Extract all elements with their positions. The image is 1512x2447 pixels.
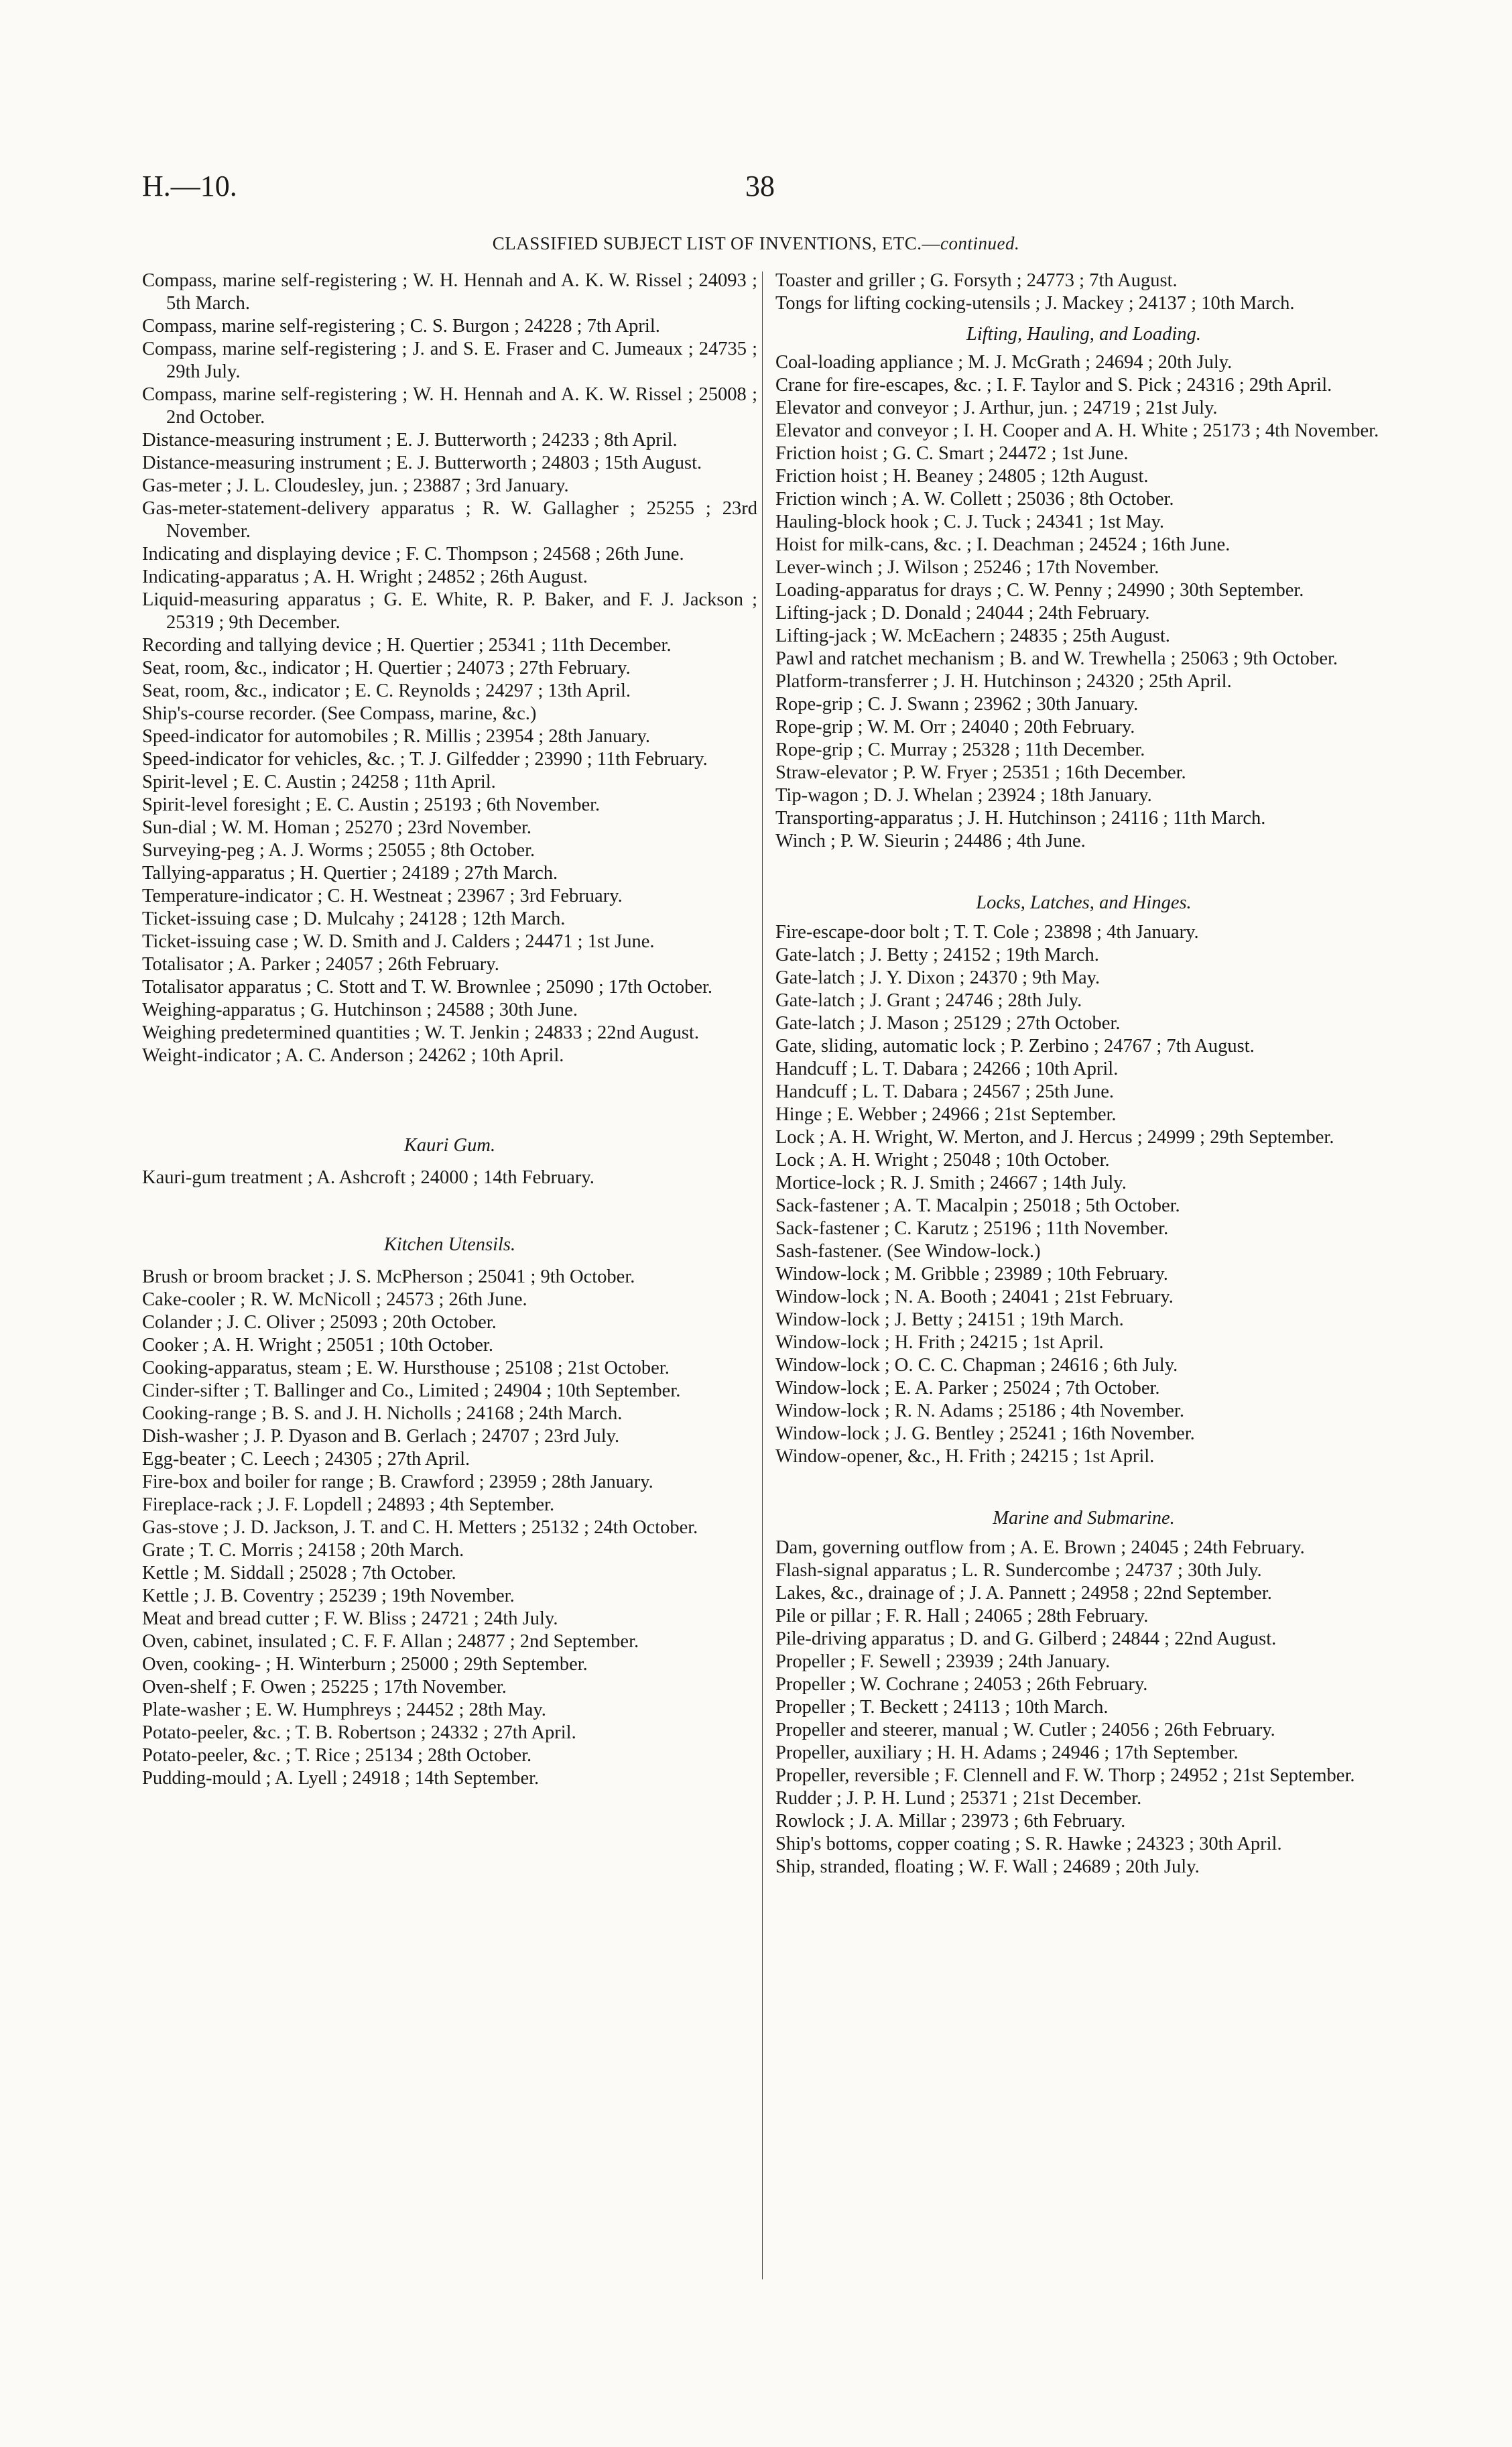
list-item: Kettle ; M. Siddall ; 25028 ; 7th October. [142, 1563, 456, 1584]
page-title-main: CLASSIFIED SUBJECT LIST OF INVENTIONS, ETC.— [492, 233, 941, 253]
list-item: Window-opener, &c., H. Frith ; 24215 ; 1st April. [775, 1446, 1155, 1467]
list-item: Propeller ; F. Sewell ; 23939 ; 24th January. [775, 1651, 1111, 1672]
list-item: Hauling-block hook ; C. J. Tuck ; 24341 ; 1st May. [775, 512, 1165, 532]
list-item: Friction hoist ; G. C. Smart ; 24472 ; 1st June. [775, 443, 1129, 464]
list-item: Gate-latch ; J. Y. Dixon ; 24370 ; 9th May. [775, 967, 1100, 988]
list-item: Window-lock ; J. Betty ; 24151 ; 19th March. [775, 1309, 1124, 1330]
list-item: Grate ; T. C. Morris ; 24158 ; 20th March. [142, 1540, 464, 1561]
list-item: Gas-meter-statement-delivery apparatus ; R. W. Gallagher ; 25255 ; 23rd November. [142, 498, 757, 542]
column-divider [762, 272, 763, 2279]
section-heading: Kitchen Utensils. [383, 1234, 516, 1255]
list-item: Tip-wagon ; D. J. Whelan ; 23924 ; 18th January. [775, 785, 1152, 806]
list-item: Seat, room, &c., indicator ; H. Quertier ; 24073 ; 27th February. [142, 658, 631, 678]
list-item: Indicating-apparatus ; A. H. Wright ; 24852 ; 26th August. [142, 566, 588, 587]
list-item: Hinge ; E. Webber ; 24966 ; 21st September. [775, 1104, 1117, 1125]
list-item: Propeller and steerer, manual ; W. Cutler ; 24056 ; 26th February. [775, 1720, 1275, 1740]
list-item: Gas-stove ; J. D. Jackson, J. T. and C. H. Metters ; 25132 ; 24th October. [142, 1517, 698, 1538]
list-item: Spirit-level ; E. C. Austin ; 24258 ; 11th April. [142, 772, 496, 792]
list-item: Lifting-jack ; W. McEachern ; 24835 ; 25th August. [775, 625, 1170, 646]
list-item: Fire-escape-door bolt ; T. T. Cole ; 23898 ; 4th January. [775, 922, 1199, 943]
list-item: Toaster and griller ; G. Forsyth ; 24773 ; 7th August. [775, 270, 1178, 291]
list-item: Rope-grip ; W. M. Orr ; 24040 ; 20th February. [775, 717, 1135, 737]
list-item: Totalisator apparatus ; C. Stott and T. W. Brownlee ; 25090 ; 17th October. [142, 977, 713, 998]
list-item: Compass, marine self-registering ; W. H. Hennah and A. K. W. Rissel ; 24093 ; 5th March. [142, 270, 757, 314]
left-column [142, 270, 757, 1790]
list-item: Distance-measuring instrument ; E. J. Butterworth ; 24233 ; 8th April. [142, 430, 678, 451]
list-item: Propeller, auxiliary ; H. H. Adams ; 24946 ; 17th September. [775, 1742, 1239, 1763]
list-item: Window-lock ; O. C. C. Chapman ; 24616 ; 6th July. [775, 1355, 1178, 1376]
list-item: Sack-fastener ; A. T. Macalpin ; 25018 ; 5th October. [775, 1195, 1180, 1216]
list-item: Gate-latch ; J. Betty ; 24152 ; 19th March. [775, 945, 1099, 965]
list-item: Ship's-course recorder. (See Compass, marine, &c.) [142, 703, 537, 724]
list-item: Cooking-apparatus, steam ; E. W. Hursthouse ; 25108 ; 21st October. [142, 1358, 670, 1378]
list-item: Gate, sliding, automatic lock ; P. Zerbino ; 24767 ; 7th August. [775, 1036, 1255, 1057]
list-item: Pile-driving apparatus ; D. and G. Gilberd ; 24844 ; 22nd August. [775, 1628, 1277, 1649]
list-item: Oven-shelf ; F. Owen ; 25225 ; 17th November. [142, 1677, 507, 1697]
list-item: Transporting-apparatus ; J. H. Hutchinson ; 24116 ; 11th March. [775, 808, 1266, 829]
list-item: Ship, stranded, floating ; W. F. Wall ; 24689 ; 20th July. [775, 1856, 1200, 1877]
list-item: Temperature-indicator ; C. H. Westneat ; 23967 ; 3rd February. [142, 886, 623, 906]
list-item: Compass, marine self-registering ; W. H. Hennah and A. K. W. Rissel ; 25008 ; 2nd October. [142, 384, 757, 428]
list-item: Window-lock ; R. N. Adams ; 25186 ; 4th November. [775, 1400, 1184, 1421]
list-item: Window-lock ; H. Frith ; 24215 ; 1st April. [775, 1332, 1104, 1353]
list-item: Flash-signal apparatus ; L. R. Sundercombe ; 24737 ; 30th July. [775, 1560, 1262, 1581]
document-id: H.—10. [142, 170, 237, 202]
list-item: Ship's bottoms, copper coating ; S. R. Hawke ; 24323 ; 30th April. [775, 1834, 1282, 1854]
list-item: Speed-indicator for automobiles ; R. Millis ; 23954 ; 28th January. [142, 726, 651, 747]
page-title-suffix: continued. [940, 233, 1020, 253]
list-item: Elevator and conveyor ; J. Arthur, jun. ; 24719 ; 21st July. [775, 398, 1218, 418]
list-item: Brush or broom bracket ; J. S. McPherson ; 25041 ; 9th October. [142, 1266, 635, 1287]
list-item: Sun-dial ; W. M. Homan ; 25270 ; 23rd November. [142, 817, 532, 838]
list-item: Indicating and displaying device ; F. C. Thompson ; 24568 ; 26th June. [142, 544, 684, 564]
section-heading: Marine and Submarine. [993, 1508, 1175, 1529]
list-item: Ticket-issuing case ; W. D. Smith and J. Calders ; 24471 ; 1st June. [142, 931, 655, 952]
list-item: Rowlock ; J. A. Millar ; 23973 ; 6th February. [775, 1811, 1126, 1832]
list-item: Handcuff ; L. T. Dabara ; 24567 ; 25th June. [775, 1081, 1114, 1102]
list-item: Rope-grip ; C. Murray ; 25328 ; 11th December. [775, 739, 1145, 760]
list-item: Lakes, &c., drainage of ; J. A. Pannett ; 24958 ; 22nd September. [775, 1583, 1272, 1604]
list-item: Gate-latch ; J. Mason ; 25129 ; 27th October. [775, 1013, 1121, 1034]
list-item: Propeller ; T. Beckett ; 24113 ; 10th March. [775, 1697, 1109, 1718]
list-item: Window-lock ; M. Gribble ; 23989 ; 10th February. [775, 1264, 1168, 1285]
list-item: Pawl and ratchet mechanism ; B. and W. Trewhella ; 25063 ; 9th October. [775, 648, 1338, 669]
list-item: Plate-washer ; E. W. Humphreys ; 24452 ; 28th May. [142, 1699, 546, 1720]
list-item: Speed-indicator for vehicles, &c. ; T. J. Gilfedder ; 23990 ; 11th February. [142, 749, 708, 770]
list-item: Kettle ; J. B. Coventry ; 25239 ; 19th November. [142, 1586, 515, 1606]
list-item: Rudder ; J. P. H. Lund ; 25371 ; 21st December. [775, 1788, 1142, 1809]
list-item: Weight-indicator ; A. C. Anderson ; 24262 ; 10th April. [142, 1045, 564, 1066]
list-item: Seat, room, &c., indicator ; E. C. Reynolds ; 24297 ; 13th April. [142, 680, 631, 701]
list-item: Straw-elevator ; P. W. Fryer ; 25351 ; 16th December. [775, 762, 1186, 783]
list-item: Window-lock ; J. G. Bentley ; 25241 ; 16th November. [775, 1423, 1195, 1444]
page-title [0, 233, 1512, 254]
list-item: Cooker ; A. H. Wright ; 25051 ; 10th October. [142, 1335, 493, 1356]
page-number: 38 [745, 170, 775, 202]
list-item: Hoist for milk-cans, &c. ; I. Deachman ; 24524 ; 16th June. [775, 534, 1231, 555]
list-item: Compass, marine self-registering ; C. S. Burgon ; 24228 ; 7th April. [142, 316, 660, 337]
list-item: Lock ; A. H. Wright, W. Merton, and J. Hercus ; 24999 ; 29th September. [775, 1127, 1334, 1148]
list-item: Potato-peeler, &c. ; T. B. Robertson ; 24332 ; 27th April. [142, 1722, 576, 1743]
list-item: Meat and bread cutter ; F. W. Bliss ; 24721 ; 24th July. [142, 1608, 558, 1629]
list-item: Tongs for lifting cocking-utensils ; J. Mackey ; 24137 ; 10th March. [775, 293, 1295, 314]
list-item: Egg-beater ; C. Leech ; 24305 ; 27th April. [142, 1449, 470, 1470]
list-item: Colander ; J. C. Oliver ; 25093 ; 20th October. [142, 1312, 497, 1333]
list-item: Lock ; A. H. Wright ; 25048 ; 10th October. [775, 1150, 1110, 1171]
list-item: Spirit-level foresight ; E. C. Austin ; 25193 ; 6th November. [142, 794, 601, 815]
list-item: Totalisator ; A. Parker ; 24057 ; 26th February. [142, 954, 499, 975]
list-item: Distance-measuring instrument ; E. J. Butterworth ; 24803 ; 15th August. [142, 453, 702, 473]
list-item: Winch ; P. W. Sieurin ; 24486 ; 4th June. [775, 831, 1086, 851]
list-item: Crane for fire-escapes, &c. ; I. F. Taylor and S. Pick ; 24316 ; 29th April. [775, 375, 1332, 396]
list-item: Oven, cooking- ; H. Winterburn ; 25000 ; 29th September. [142, 1654, 588, 1675]
list-item: Friction winch ; A. W. Collett ; 25036 ; 8th October. [775, 489, 1174, 510]
list-item: Kauri-gum treatment ; A. Ashcroft ; 24000 ; 14th February. [142, 1167, 594, 1188]
list-item: Oven, cabinet, insulated ; C. F. F. Allan ; 24877 ; 2nd September. [142, 1631, 639, 1652]
list-item: Friction hoist ; H. Beaney ; 24805 ; 12th August. [775, 466, 1149, 487]
list-item: Lifting-jack ; D. Donald ; 24044 ; 24th February. [775, 603, 1150, 623]
list-item: Compass, marine self-registering ; J. and S. E. Fraser and C. Jumeaux ; 24735 ; 29th July. [142, 339, 757, 382]
list-item: Weighing-apparatus ; G. Hutchinson ; 24588 ; 30th June. [142, 1000, 578, 1020]
list-item: Rope-grip ; C. J. Swann ; 23962 ; 30th January. [775, 694, 1139, 715]
list-item: Weighing predetermined quantities ; W. T. Jenkin ; 24833 ; 22nd August. [142, 1022, 699, 1043]
list-item: Cake-cooler ; R. W. McNicoll ; 24573 ; 26th June. [142, 1289, 527, 1310]
list-item: Window-lock ; E. A. Parker ; 25024 ; 7th October. [775, 1378, 1160, 1398]
list-item: Window-lock ; N. A. Booth ; 24041 ; 21st February. [775, 1287, 1174, 1307]
list-item: Pile or pillar ; F. R. Hall ; 24065 ; 28th February. [775, 1606, 1149, 1626]
list-item: Coal-loading appliance ; M. J. McGrath ; 24694 ; 20th July. [775, 352, 1233, 373]
list-item: Handcuff ; L. T. Dabara ; 24266 ; 10th April. [775, 1059, 1119, 1079]
list-item: Lever-winch ; J. Wilson ; 25246 ; 17th November. [775, 557, 1159, 578]
list-item: Gate-latch ; J. Grant ; 24746 ; 28th July. [775, 990, 1082, 1011]
list-item: Elevator and conveyor ; I. H. Cooper and A. H. White ; 25173 ; 4th November. [775, 420, 1379, 441]
list-item: Cooking-range ; B. S. and J. H. Nicholls ; 24168 ; 24th March. [142, 1403, 623, 1424]
list-item: Dish-washer ; J. P. Dyason and B. Gerlach ; 24707 ; 23rd July. [142, 1426, 620, 1447]
list-item: Loading-apparatus for drays ; C. W. Penny ; 24990 ; 30th September. [775, 580, 1304, 601]
list-item: Liquid-measuring apparatus ; G. E. White, R. P. Baker, and F. J. Jackson ; 25319 ; 9th December. [142, 589, 757, 633]
list-item: Sack-fastener ; C. Karutz ; 25196 ; 11th November. [775, 1218, 1169, 1239]
page-header [0, 169, 1512, 216]
list-item: Gas-meter ; J. L. Cloudesley, jun. ; 23887 ; 3rd January. [142, 475, 569, 496]
section-heading: Locks, Latches, and Hinges. [976, 892, 1192, 913]
list-item: Sash-fastener. (See Window-lock.) [775, 1241, 1041, 1262]
list-item: Mortice-lock ; R. J. Smith ; 24667 ; 14th July. [775, 1173, 1127, 1193]
list-item: Fireplace-rack ; J. F. Lopdell ; 24893 ; 4th September. [142, 1494, 555, 1515]
right-column [775, 270, 1392, 1878]
list-item: Pudding-mould ; A. Lyell ; 24918 ; 14th September. [142, 1768, 540, 1789]
list-item: Propeller ; W. Cochrane ; 24053 ; 26th February. [775, 1674, 1148, 1695]
list-item: Tallying-apparatus ; H. Quertier ; 24189 ; 27th March. [142, 863, 558, 884]
list-item: Dam, governing outflow from ; A. E. Brown ; 24045 ; 24th February. [775, 1537, 1305, 1558]
list-item: Surveying-peg ; A. J. Worms ; 25055 ; 8th October. [142, 840, 536, 861]
list-item: Fire-box and boiler for range ; B. Crawford ; 23959 ; 28th January. [142, 1472, 653, 1492]
list-item: Ticket-issuing case ; D. Mulcahy ; 24128 ; 12th March. [142, 908, 566, 929]
list-item: Cinder-sifter ; T. Ballinger and Co., Limited ; 24904 ; 10th September. [142, 1380, 681, 1401]
section-heading: Kauri Gum. [403, 1135, 496, 1156]
section-heading: Lifting, Hauling, and Loading. [966, 324, 1201, 345]
list-item: Recording and tallying device ; H. Quertier ; 25341 ; 11th December. [142, 635, 672, 656]
list-item: Potato-peeler, &c. ; T. Rice ; 25134 ; 28th October. [142, 1745, 532, 1766]
list-item: Propeller, reversible ; F. Clennell and F. W. Thorp ; 24952 ; 21st September. [775, 1765, 1355, 1786]
list-item: Platform-transferrer ; J. H. Hutchinson ; 24320 ; 25th April. [775, 671, 1232, 692]
